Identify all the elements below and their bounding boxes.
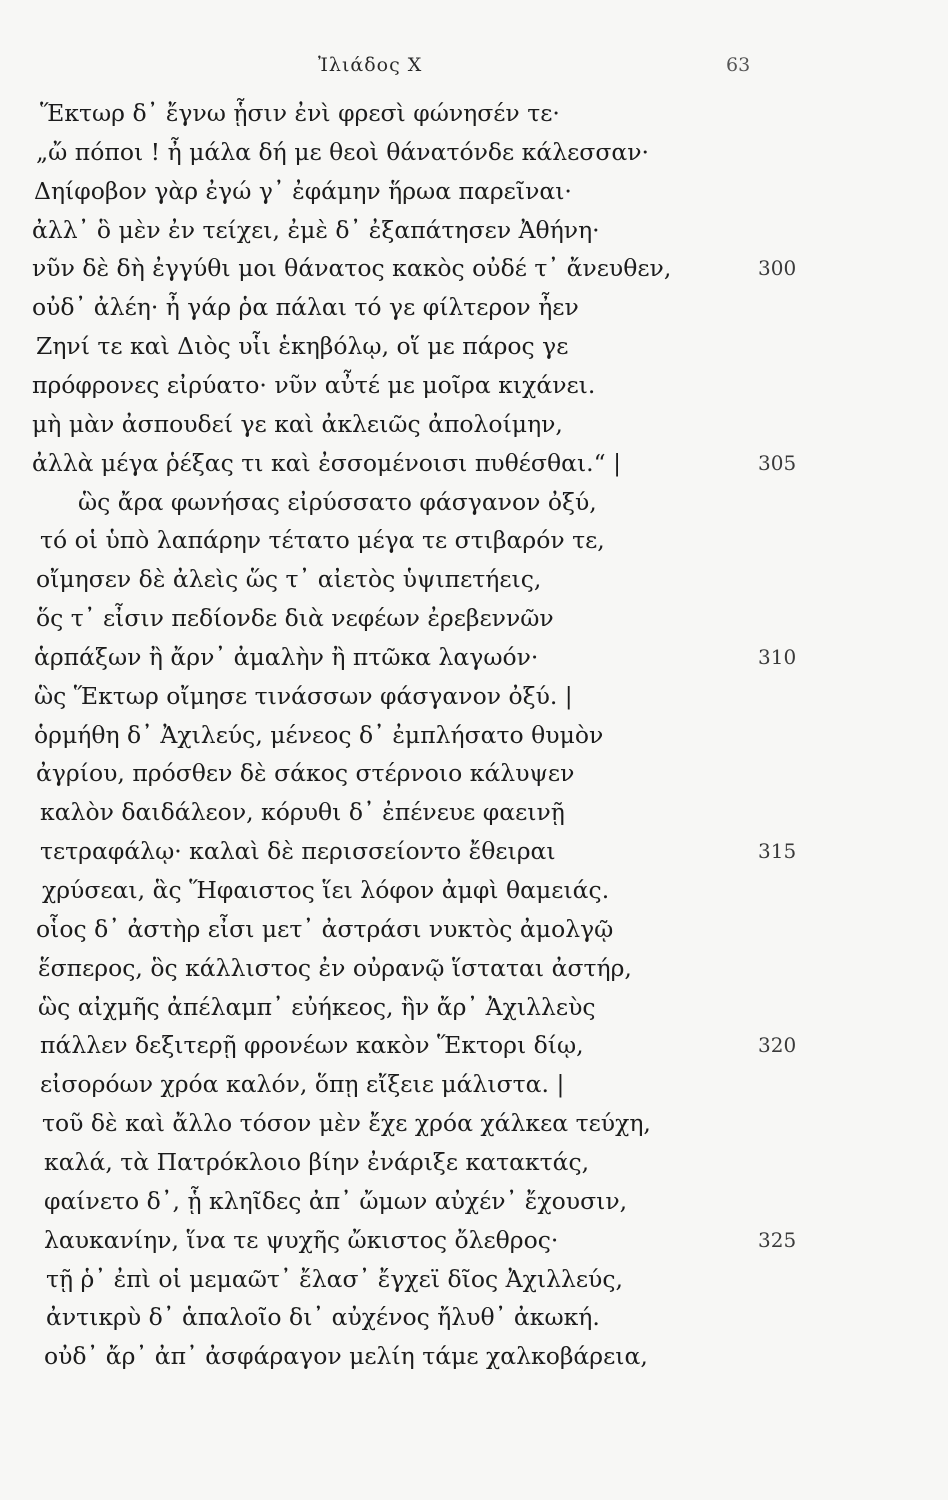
verse-text: τετραφάλῳ· καλαὶ δὲ περισσείοντο ἔθειραι: [40, 837, 556, 866]
verse-text: τῇ ῥ᾽ ἐπὶ οἱ μεμαῶτ᾽ ἔλασ᾽ ἔγχεϊ δῖος Ἀχιλλεύς,: [46, 1264, 623, 1293]
verse-text: τό οἱ ὑπὸ λαπάρην τέτατο μέγα τε στιβαρόν τε,: [40, 526, 605, 555]
line-number: 310: [758, 644, 797, 669]
verse-text: καλά, τὰ Πατρόκλοιο βίην ἐνάριξε κατακτάς,: [44, 1147, 590, 1176]
verse-line: [0, 988, 948, 1026]
verse-line: [0, 444, 948, 482]
verse-text: ὣς αἰχμῆς ἀπέλαμπ᾽ εὐήκεος, ἣν ἄρ᾽ Ἀχιλλεὺς: [38, 992, 596, 1021]
verse-line: [0, 483, 948, 521]
verse-line: [0, 599, 948, 637]
verse-text: χρύσεαι, ἃς Ἥφαιστος ἵει λόφον ἀμφὶ θαμειάς.: [42, 876, 610, 904]
verse-line: [0, 949, 948, 987]
verse-line: [0, 1104, 948, 1142]
verse-line: [0, 1337, 948, 1375]
verse-line: [0, 94, 948, 132]
verse-text: ὣς Ἕκτωρ οἴμησε τινάσσων φάσγανον ὀξύ. |: [34, 681, 573, 710]
page-header: [0, 54, 948, 84]
verse-text: τοῦ δὲ καὶ ἄλλο τόσον μὲν ἔχε χρόα χάλκεα τεύχη,: [42, 1109, 651, 1138]
verse-text: οὐδ᾽ ἀλέη· ἦ γάρ ῥα πάλαι τό γε φίλτερον ἦεν: [32, 293, 579, 322]
verse-text: Δηίφοβον γὰρ ἐγώ γ᾽ ἐφάμην ἥρωα παρεῖναι·: [34, 176, 572, 205]
verse-line: [0, 1026, 948, 1064]
verse-text: „ὤ πόποι ! ἦ μάλα δή με θεοὶ θάνατόνδε κάλεσσαν·: [36, 137, 650, 166]
verse-line: [0, 871, 948, 909]
verse-text: μὴ μὰν ἀσπουδεί γε καὶ ἀκλειῶς ἀπολοίμην,: [32, 409, 563, 438]
verse-text: νῦν δὲ δὴ ἐγγύθι μοι θάνατος κακὸς οὐδέ τ᾽ ἄνευθεν,: [32, 254, 672, 283]
verse-text: εἰσορόων χρόα καλόν, ὅπῃ εἴξειε μάλιστα. |: [40, 1070, 565, 1099]
verse-line: [0, 521, 948, 559]
verse-text: ἕσπερος, ὃς κάλλιστος ἐν οὐρανῷ ἵσταται ἀστήρ,: [38, 953, 632, 982]
verse-text: φαίνετο δ᾽, ᾗ κληῖδες ἀπ᾽ ὤμων αὐχέν᾽ ἔχουσιν,: [44, 1186, 628, 1215]
verse-line: [0, 560, 948, 598]
verse-line: [0, 211, 948, 249]
verse-text: ὅς τ᾽ εἶσιν πεδίονδε διὰ νεφέων ἐρεβεννῶν: [36, 604, 554, 633]
verse-text: καλὸν δαιδάλεον, κόρυθι δ᾽ ἐπένευε φαεινῇ: [40, 798, 565, 827]
verse-line: [0, 1182, 948, 1220]
verse-line: [0, 1065, 948, 1103]
verse-line: [0, 754, 948, 792]
verse-text: λαυκανίην, ἵνα τε ψυχῆς ὤκιστος ὄλεθρος·: [44, 1225, 559, 1254]
verse-text: ἀντικρὺ δ᾽ ἁπαλοῖο δι᾽ αὐχένος ἤλυθ᾽ ἀκωκή.: [46, 1303, 600, 1332]
verse-line: [0, 1298, 948, 1336]
verse-line: [0, 327, 948, 365]
line-number: 320: [758, 1033, 797, 1058]
line-number: 315: [758, 839, 797, 864]
verse-line: [0, 832, 948, 870]
verse-text: ἀγρίου, πρόσθεν δὲ σάκος στέρνοιο κάλυψεν: [36, 759, 575, 788]
verse-text: πάλλεν δεξιτερῇ φρονέων κακὸν Ἕκτορι δίῳ,: [40, 1031, 584, 1060]
verse-line: [0, 638, 948, 676]
line-number: 300: [758, 256, 797, 281]
verse-line: [0, 793, 948, 831]
verse-line: [0, 133, 948, 171]
verse-text: ἀλλὰ μέγα ῥέξας τι καὶ ἐσσομένοισι πυθέσθαι.“ |: [32, 448, 622, 477]
line-number: 325: [758, 1227, 797, 1252]
verse-line: [0, 1260, 948, 1298]
verse-line: [0, 405, 948, 443]
verse-line: [0, 1143, 948, 1181]
verse-line: [0, 716, 948, 754]
verse-text: οἴμησεν δὲ ἀλεὶς ὥς τ᾽ αἰετὸς ὑψιπετήεις,: [36, 565, 542, 594]
verse-text: οἷος δ᾽ ἀστὴρ εἶσι μετ᾽ ἀστράσι νυκτὸς ἀμολγῷ: [36, 914, 614, 943]
verse-text: οὐδ᾽ ἄρ᾽ ἀπ᾽ ἀσφάραγον μελίη τάμε χαλκοβάρεια,: [44, 1342, 648, 1371]
verse-text: ἁρπάξων ἢ ἄρν᾽ ἀμαλὴν ἢ πτῶκα λαγωόν·: [34, 642, 539, 671]
verse-text: πρόφρονες εἰρύατο· νῦν αὖτέ με μοῖρα κιχάνει.: [32, 370, 596, 399]
verse-text: ὣς ἄρα φωνήσας εἰρύσσατο φάσγανον ὀξύ,: [78, 487, 597, 516]
verse-line: [0, 288, 948, 326]
verse-line: [0, 910, 948, 948]
verse-line: [0, 172, 948, 210]
verse-text: ὁρμήθη δ᾽ Ἀχιλεύς, μένεος δ᾽ ἐμπλήσατο θυμὸν: [34, 720, 604, 749]
running-title: Ἰλιάδος X: [318, 54, 423, 76]
line-number: 305: [758, 450, 797, 475]
verse-text: Ζηνί τε καὶ Διὸς υἷι ἑκηβόλῳ, οἵ με πάρος γε: [36, 332, 569, 361]
verse-text: Ἕκτωρ δ᾽ ἔγνω ᾗσιν ἐνὶ φρεσὶ φώνησέν τε·: [40, 99, 560, 127]
verse-line: [0, 366, 948, 404]
verse-line: [0, 677, 948, 715]
verse-text: ἀλλ᾽ ὃ μὲν ἐν τείχει, ἐμὲ δ᾽ ἐξαπάτησεν Ἀθήνη·: [32, 215, 600, 244]
verse-line: [0, 249, 948, 287]
verse-line: [0, 1221, 948, 1259]
page-number: 63: [726, 54, 751, 76]
